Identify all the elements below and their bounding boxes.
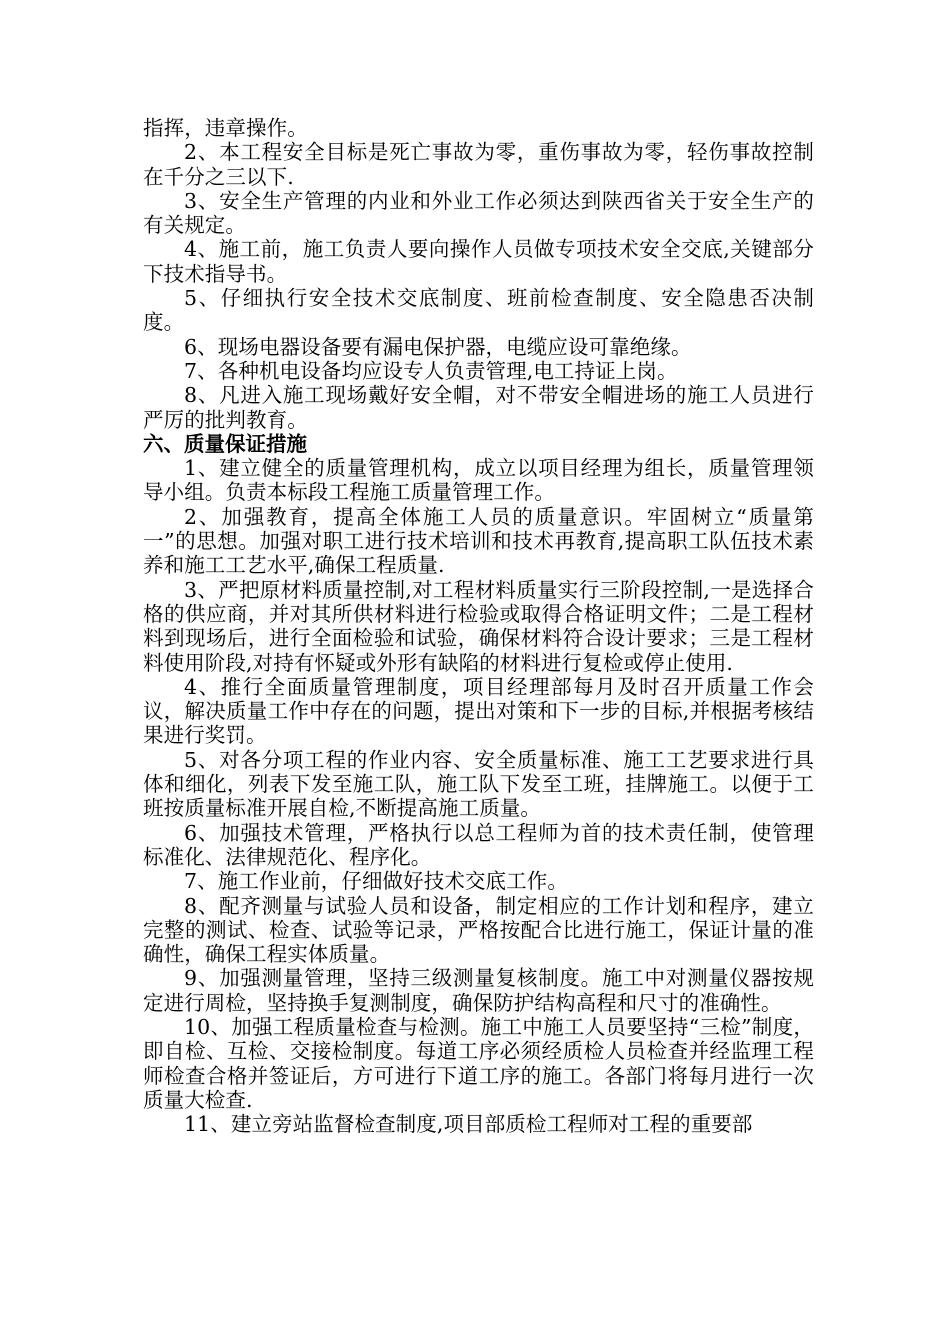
paragraph-continuation: 指挥，违章操作。 bbox=[143, 116, 308, 140]
quality-item-2: 2、加强教育，提高全体施工人员的质量意识。牢固树立“质量第一”的思想。加强对职工进行技术培训和技术再教育,提高职工队伍技术素养和施工工艺水平,确保工程质量. bbox=[143, 504, 814, 578]
quality-item-8: 8、配齐测量与试验人员和设备，制定相应的工作计划和程序，建立完整的测试、检查、试验等记录，严格按配合比进行施工，保证计量的准确性，确保工程实体质量。 bbox=[143, 893, 814, 967]
quality-item-4: 4、推行全面质量管理制度，项目经理部每月及时召开质量工作会议，解决质量工作中存在的问题，提出对策和下一步的目标,并根据考核结果进行奖罚。 bbox=[143, 674, 814, 748]
safety-item-3: 3、安全生产管理的内业和外业工作必须达到陕西省关于安全生产的有关规定。 bbox=[143, 188, 814, 238]
safety-item-4: 4、施工前，施工负责人要向操作人员做专项技术安全交底,关键部分下技术指导书。 bbox=[143, 237, 814, 286]
safety-item-5: 5、仔细执行安全技术交底制度、班前检查制度、安全隐患否决制度。 bbox=[143, 286, 814, 335]
quality-item-10: 10、加强工程质量检查与检测。施工中施工人员要坚持“三检”制度，即自检、互检、交接检制度。每道工序必须经质检人员检查并经监理工程师检查合格并签证后，方可进行下道工序的施工。各部门将每月进行一次质量大检查. bbox=[143, 1014, 814, 1112]
safety-item-6: 6、现场电器设备要有漏电保护器，电缆应设可靠绝缘。 bbox=[184, 334, 692, 359]
quality-item-5: 5、对各分项工程的作业内容、安全质量标准、施工工艺要求进行具体和细化，列表下发至施工队，施工队下发至工班，挂牌施工。以便于工班按质量标准开展自检,不断提高施工质量。 bbox=[143, 747, 814, 821]
quality-item-9: 9、加强测量管理，坚持三级测量复核制度。施工中对测量仪器按规定进行周检，坚持换手复测制度，确保防护结构高程和尺寸的准确性。 bbox=[143, 966, 814, 1015]
quality-item-3: 3、严把原材料质量控制,对工程材料质量实行三阶段控制,一是选择合格的供应商，并对其所供材料进行检验或取得合格证明文件；二是工程材料到现场后，进行全面检验和试验，确保材料符合设计要求；三是工程材料使用阶段,对持有怀疑或外形有缺陷的材料进行复检或停止使用. bbox=[143, 577, 814, 675]
quality-item-6: 6、加强技术管理，严格执行以总工程师为首的技术责任制，使管理标准化、法律规范化、程序化。 bbox=[143, 820, 814, 869]
safety-item-8: 8、凡进入施工现场戴好安全帽，对不带安全帽进场的施工人员进行严厉的批判教育。 bbox=[143, 383, 814, 432]
quality-item-7: 7、施工作业前，仔细做好技术交底工作。 bbox=[184, 869, 568, 894]
section-heading: 六、质量保证措施 bbox=[143, 431, 307, 456]
safety-item-2: 2、本工程安全目标是死亡事故为零，重伤事故为零，轻伤事故控制在千分之三以下. bbox=[143, 140, 814, 189]
quality-item-11: 11、建立旁站监督检查制度,项目部质检工程师对工程的重要部 bbox=[184, 1112, 753, 1137]
safety-item-7: 7、各种机电设备均应设专人负责管理,电工持证上岗。 bbox=[184, 358, 678, 383]
quality-item-1: 1、建立健全的质量管理机构，成立以项目经理为组长，质量管理领导小组。负责本标段工程施工质量管理工作。 bbox=[143, 456, 814, 505]
